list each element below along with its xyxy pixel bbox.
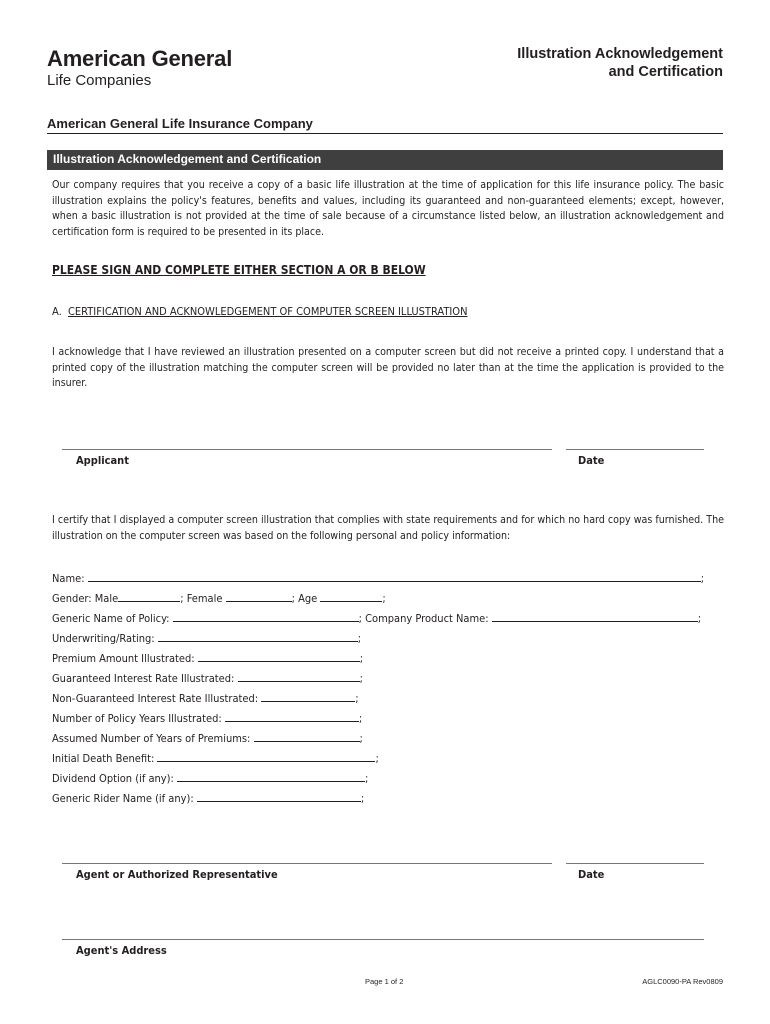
field-premium <box>52 651 363 665</box>
rider-name-label: Generic Rider Name (if any): <box>52 792 194 805</box>
form-title <box>517 45 723 81</box>
assumed-years-label: Assumed Number of Years of Premiums: <box>52 732 251 745</box>
agent-address-label: Agent's Address <box>76 944 167 957</box>
generic-policy-name-label: Generic Name of Policy: <box>52 612 170 625</box>
female-blank[interactable] <box>226 591 292 602</box>
semicolon: ; <box>375 752 379 765</box>
applicant-signature-line[interactable] <box>62 449 552 450</box>
rider-name-blank[interactable] <box>197 791 361 802</box>
death-benefit-label: Initial Death Benefit: <box>52 752 155 765</box>
male-blank[interactable] <box>118 591 180 602</box>
applicant-date-line[interactable] <box>566 449 704 450</box>
section-header-text: Illustration Acknowledgement and Certification <box>53 152 322 166</box>
field-non-guaranteed-rate <box>52 691 359 705</box>
field-guaranteed-rate <box>52 671 363 685</box>
divider <box>47 133 723 134</box>
intro-paragraph: Our company requires that you receive a copy of a basic life illustration at the time of application for this life insurance policy. The basic illustration explains the policy's features, benefits and values, including its guaranteed and non-guaranteed elements; except, however, when a basic illustration is not provided at the time of sale because of a circumstance listed below, an illustration acknowledgement and certification form is required to be presented in its place. <box>52 179 724 238</box>
policy-years-blank[interactable] <box>225 711 359 722</box>
death-benefit-blank[interactable] <box>157 751 375 762</box>
section-header-bar <box>47 150 723 170</box>
certification-paragraph: I certify that I displayed a computer screen illustration that complies with state requirements and for which no hard copy was furnished. The illustration on the computer screen was based on the following personal and policy information: <box>52 514 724 542</box>
semicolon: ; <box>365 772 369 785</box>
agent-signature-line[interactable] <box>62 863 552 864</box>
field-assumed-years <box>52 731 363 745</box>
age-blank[interactable] <box>320 591 382 602</box>
applicant-date-label: Date <box>578 454 605 467</box>
guaranteed-rate-blank[interactable] <box>238 671 360 682</box>
agent-address-line[interactable] <box>62 939 704 940</box>
semicolon: ; <box>359 652 364 665</box>
premium-blank[interactable] <box>198 651 360 662</box>
acknowledgement-paragraph: I acknowledge that I have reviewed an illustration presented on a computer screen but did not receive a printed copy. I understand that a printed copy of the illustration matching the computer screen will be provided no later than at the time the application is provided to the insurer. <box>52 346 724 389</box>
field-policy-names <box>52 611 701 625</box>
field-rider-name <box>52 791 364 805</box>
gender-male-label: Gender: Male <box>52 592 119 605</box>
applicant-label: Applicant <box>76 454 129 467</box>
company-product-name-blank[interactable] <box>492 611 698 622</box>
form-code: AGLC0090-PA Rev0809 <box>642 977 723 986</box>
section-a-title: CERTIFICATION AND ACKNOWLEDGEMENT OF COMPUTER SCREEN ILLUSTRATION <box>68 305 468 318</box>
dividend-option-blank[interactable] <box>177 771 365 782</box>
underwriting-blank[interactable] <box>158 631 358 642</box>
field-dividend-option <box>52 771 368 785</box>
semicolon: ; <box>359 732 363 745</box>
premium-label: Premium Amount Illustrated: <box>52 652 195 665</box>
semicolon: ; <box>697 612 702 625</box>
non-guaranteed-rate-blank[interactable] <box>261 691 355 702</box>
section-a-heading <box>52 305 467 318</box>
policy-years-label: Number of Policy Years Illustrated: <box>52 712 222 725</box>
underwriting-label: Underwriting/Rating: <box>52 632 155 645</box>
agent-date-line[interactable] <box>566 863 704 864</box>
field-gender <box>52 591 386 605</box>
agent-label: Agent or Authorized Representative <box>76 868 278 881</box>
field-policy-years <box>52 711 362 725</box>
agent-date-label: Date <box>578 868 605 881</box>
field-death-benefit <box>52 751 379 765</box>
company-product-name-label: ; Company Product Name: <box>358 612 489 625</box>
semicolon: ; <box>360 792 365 805</box>
semicolon: ; <box>357 632 362 645</box>
generic-policy-name-blank[interactable] <box>173 611 359 622</box>
form-title-line2: and Certification <box>608 64 723 80</box>
field-underwriting <box>52 631 361 645</box>
company-name: American General Life Insurance Company <box>47 116 313 131</box>
name-blank[interactable] <box>88 571 701 582</box>
company-logo-subtitle: Life Companies <box>47 72 152 89</box>
semicolon: ; <box>700 572 705 585</box>
semicolon: ; <box>358 712 363 725</box>
instruction-heading: PLEASE SIGN AND COMPLETE EITHER SECTION A OR B BELOW <box>52 263 426 277</box>
field-name <box>52 571 704 585</box>
age-label: ; Age <box>291 592 318 605</box>
semicolon: ; <box>359 672 363 685</box>
field-name-label: Name: <box>52 572 85 585</box>
semicolon: ; <box>355 692 359 705</box>
form-title-line1: Illustration Acknowledgement <box>517 46 723 62</box>
section-a-prefix: A. <box>52 305 62 318</box>
non-guaranteed-rate-label: Non-Guaranteed Interest Rate Illustrated: <box>52 692 259 705</box>
dividend-option-label: Dividend Option (if any): <box>52 772 174 785</box>
page-number: Page 1 of 2 <box>365 977 404 986</box>
guaranteed-rate-label: Guaranteed Interest Rate Illustrated: <box>52 672 235 685</box>
semicolon: ; <box>382 592 386 605</box>
assumed-years-blank[interactable] <box>254 731 360 742</box>
female-label: ; Female <box>180 592 223 605</box>
company-logo-title: American General <box>47 46 233 71</box>
